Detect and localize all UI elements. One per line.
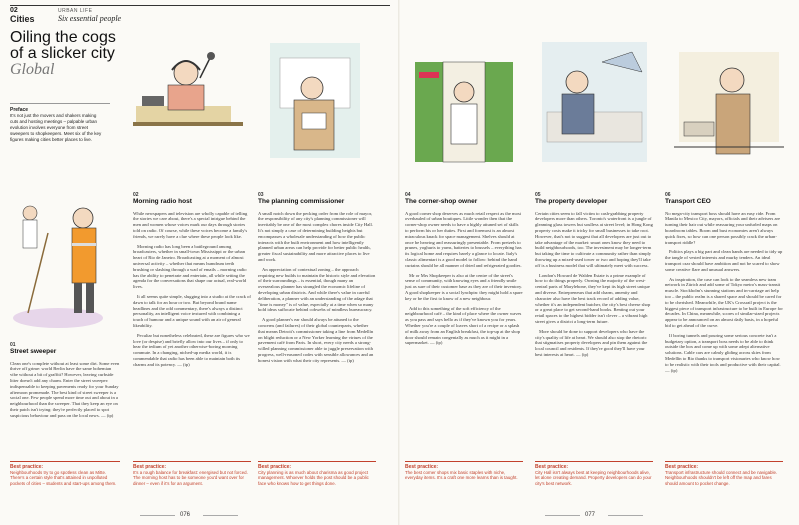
article-paragraph: London's Howard de Walden Estate is a prime example of how to do things properly. Owning the majority of the west-central parts of Marylebone, they've kept its high street unique and diverse. Entrepreneurs that add charm, amenity and character also have the best track record of adding value, whether it's an independent butcher, the city's best cheese shop or a great place to get second-hand books. Renting out your retail spaces to the highest bidder isn't clever – a vibrant high street gives a district a long-term future. [535,272,651,324]
transport-ceo-illustration [664,22,794,192]
article-property-developer [535,193,653,362]
article-paragraph: More should be done to support developers who have the city's quality of life at heart. We should also stop the rhetoric that stigmatises property developers and pin them against the local council and residents. If they're good they'll have your best interests at heart. — (ip) [535,328,648,357]
best-practice-street-sweeper [10,465,120,486]
article-paragraph: A good corner shop deserves as much retail respect as the most overhauled of urban boutiques. Little wonder then that the corner-shop owner needs to have a highly attuned set of skills to perform his or her duties. First and foremost is an almost miraculous knack for space management. Shelves should at once be heaving and reassuringly presentable. From pretzels to prunes, yoghurts to yarns, batteries to brussels – everything has its logical home and requires barely a glance to locate. Italy's classic alimentari is a good model to follow: behind the hand curtains should be all manner of dried and refrigerated goodies. [405,210,522,268]
best-practice-rule [10,461,120,462]
section-number: 02 [10,7,18,14]
best-practice-label: Best practice: [535,464,569,470]
article-heading: The corner-shop owner [405,197,478,205]
article-paragraph: Certain cities seem to fall victim to cash-grabbing property developers more than others. Toronto's waterfront is a jungle of gleaming glass towers but soulless at street level; in Hong Kong property costs make it tricky for small businesses to take root. However, that's not to suggest that all developers are just out to take advantage of the market: smart ones know they need to build neighbourhoods, too. The investment may be longer-term but taking the time to cultivate a community rather than simply throwing up a mixed-used tower or two and hoping they'll take off is a business model that will ultimately meet with success. [535,210,653,268]
best-practice-rule [665,461,783,462]
page-header-section [58,7,121,24]
article-heading: The planning commissioner [258,197,345,205]
best-practice-transport-ceo [665,465,783,486]
page-number-right: 077 [585,512,596,518]
article-corner-shop [405,193,523,350]
header-rule [10,5,390,6]
best-practice-rule [405,461,523,462]
article-paragraph: Mr or Mrs Shopkeeper is also at the centre of the street's sense of community, with knowing eyes and a friendly smile just as sure of their customer base as they are of their inventory. A good shopkeeper is a social lynchpin: they might hold a spare key or be the first to know of a new neighbour. [405,272,523,301]
section-subtitle: Six essential people [58,14,122,23]
article-radio-host [133,193,251,372]
feature-location: Global [10,61,55,78]
article-paragraph: No mega-city transport boss should have an easy ride. From Manila to Mexico City, mayors, officials and their advisers are turning their hair out while reassuring your unfurled maps on boardroom tables. Boom and bust economies aren't always quick fixes, so how can one person possibly crack the urban-transport riddle? [665,210,781,245]
article-heading: The property developer [535,197,608,205]
best-practice-radio-host [133,465,251,486]
article-number: 03 [258,192,264,198]
best-practice-label: Best practice: [258,464,292,470]
best-practice-text: It's a rough balance for breakfast: energised but not forced. The morning host has to be someone you'd want over for dinner – even if it's for an argument. [133,470,248,486]
article-paragraph: Peculiar but nonetheless celebrated, these are figures who we love (or despise) and briefly allow into our lives – if only to hear the tedium of yet another otherwise-boring morning commute. In a changing, niched-up media world, it is commendable that radio has been able to maintain both its charms and its potency. — (ip) [133,332,250,367]
page-number-line [608,515,643,516]
corner-shop-illustration [405,22,525,187]
article-street-sweeper [10,343,120,423]
article-heading: Transport CEO [665,197,711,205]
article-paragraph: If boring tunnels and pouring some serious concrete isn't a budgetary option, a transport boss needs to be able to think outside the box and come up with some adept alternative solutions. Cable cars are calmly gliding across skies from Medellín to Rio thanks to transport visionaries who know how to be realistic with their tools and productive with their capital. — (ip) [665,332,781,373]
article-heading: Street sweeper [10,347,57,355]
best-practice-rule [258,461,376,462]
best-practice-text: Transport infrastructure should connect and be navigable. Neighbourhoods shouldn't be left off the map and fares should amount to pocket change. [665,470,778,486]
title-rule [10,103,110,104]
article-number: 04 [405,192,411,198]
article-paragraph: While newspapers and television are wholly capable of telling the stories we care about, there's a special intrigue behind the men and women whose voices mark our days through stories told on radio. Of course, while these voices become a family's friends, we rarely have a clue where these people look like. [133,210,248,239]
best-practice-planning-commissioner [258,465,376,486]
best-practice-label: Best practice: [133,464,167,470]
street-sweeper-illustration [8,188,126,338]
page-header-left [10,7,35,25]
article-planning-commissioner [258,193,376,368]
radio-host-illustration [128,18,248,188]
feature-title-text: Oiling the cogs of a slicker city [10,29,116,62]
section-category: Cities [10,14,35,24]
preface [10,107,105,143]
article-number: 06 [665,192,671,198]
best-practice-rule [133,461,251,462]
article-paragraph: Politics plays a big part and clean hands are needed to tidy up the tangle of vested interests and murky tenders. An ideal transport czar should have ambition and not be scared to show some creative flare and unusual answers. [665,249,783,272]
article-paragraph: As inspiration, the case can look to the seamless new tram network in Zürich and add some of Tokyo metro's mass-transit muscle. Stockholm's stunning stations and in-carriage art help too – the public realm is a shared space and should be cared for to be cherished. Meanwhile, the UK's Crossrail project is the biggest piece of transport infrastructure to be built in Europe for decades. In China, meanwhile, scores of similar-sized projects appear to be announced on an almost daily basis, in a hopeful bid to get ahead of the curve. [665,276,783,328]
best-practice-rule [535,461,653,462]
article-paragraph: Morning radio has long been a battleground among broadcasters, whether in small-town Mississippi or the urban heart of Rio de Janeiro. Broadcasting at a moment of almost universal activity – whether that means humdrum teeth brushing or slashing through a wad of emails – morning radio has the ability to penetrate and entertain, all while setting the agenda for the conversations that shape our actual, real-world lives. [133,243,247,290]
planning-commissioner-illustration [250,18,380,188]
article-transport-ceo [665,193,783,377]
article-paragraph: Clean one's complete without at least some dirt. Some even thrive off grime: world Berlin have the same bohemian vibe without a bit of graffiti? However, leaving curbside litter doesn't add any charm. Enter the street sweeper: indispensable to keeping pavements ready for your Sunday afternoon promenade. The best kind of street sweeper is a social one. Few people spend more time out and about in a neighbourhood than the sweeper. That they keep an eye on their patch isn't trying: they're perfectly placed to spot suspicious behaviour and pass on the local news. — (ip) [10,360,120,418]
page-number-line [203,515,238,516]
article-number: 01 [10,342,16,348]
article-heading: Morning radio host [133,197,192,205]
page-number-line [140,515,175,516]
article-number: 02 [133,192,139,198]
best-practice-property-developer [535,465,653,486]
article-paragraph: A good planner's ear should always be attuned to the concerns (and failures) of their global counterparts, whether that means Detroit's commissioner taking a line from Medellín on blight reduction or a New Yorker learning the virtues of the pavement café from Paris. In short, every city needs a strong-willed planning commissioner able to juggle preservation with progress, well-reasoned codes with sensible allowances and an honest vision with what their city represents. — (ip) [258,317,374,363]
best-practice-label: Best practice: [10,464,44,470]
best-practice-text: City planning is as much about charisma as good project management. Whoever holds the post should be a public face who knows how to get things done. [258,470,369,486]
best-practice-corner-shop [405,465,523,481]
article-paragraph: It all seems quite simple, slugging into a studio at the crack of dawn to talk for an hour or two. But beyond brand name headlines and the odd commentary, there's always a distinct personality, an intelligent voice textured with combining a touch of humour and a unique sound with an air of general likeability. [133,293,251,328]
best-practice-label: Best practice: [665,464,699,470]
page-number-left: 076 [180,512,191,518]
preface-label: Preface [10,107,29,113]
article-paragraph: A small notch down the pecking order from the role of mayor, the responsibility of any city's planning commissioner will inevitably be one of the most complex chores inside City Hall. It's not simply a case of determining building heights but encompasses a wholesale understanding of how the public interacts with the built environment and how intelligently planned urban areas can help provide for better public health, greater fiscal sustainability and more attractive places to live and work. [258,210,373,262]
article-paragraph: An appreciation of contextual zoning – the approach requiring new builds to maintain the historic style and elevation of their surroundings – is essential, though many an overzealous planner has strangled the economic lifeline of developing urban districts. And while there's value in careful deliberation, a planner with an understanding of the adage that "time is money" is of value, especially at a time when so many bold ideas suffocate behind cobwebs of mindless bureaucracy. [258,266,376,313]
property-developer-illustration [532,22,657,187]
feature-title [10,30,120,78]
best-practice-label: Best practice: [405,464,439,470]
preface-text: It's not just the movers and shakers making cuts and hosting meetings – palpable urban evolution involves everyone from street sweepers to shopkeepers. Meet six of the key figures making cities better places to live. [10,113,102,142]
best-practice-text: Neighbourhoods try to go spotless clean as Mitte. There's a certain style that's attained in unpolluted pockets of cities – students and start-ups among them. [10,470,117,486]
section-label: URBAN LIFE [58,8,93,14]
spine [398,0,400,525]
best-practice-text: City Hall isn't always best at keeping neighbourhoods alive, let alone creating demand. Property developers can do your city's best network. [535,470,652,486]
best-practice-text: The best corner shops mix basic staples with niche, everyday items. It's a craft one more learns than is taught. [405,470,518,481]
article-paragraph: Add to this something of the soft efficiency of the neighbourhood café – the kind of place where the owner waves as you pass and says hello as if they've known you for years. Whether you're a couple of loaves short of a recipe or a splash of milk away from an English breakfast, the top-up at the shop door should remain congenially as much as it might in a supermarket. — (ip) [405,305,522,346]
page-number-line [545,515,580,516]
article-number: 05 [535,192,541,198]
